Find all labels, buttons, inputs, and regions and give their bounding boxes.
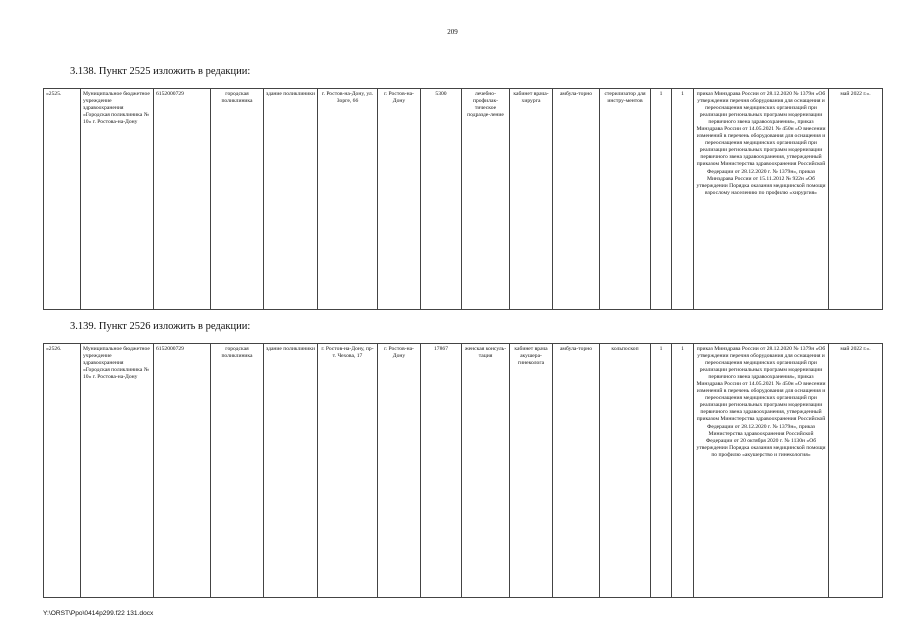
section-heading-3-139: 3.139. Пункт 2526 изложить в редакции: <box>70 321 251 332</box>
cell-quantity-2: 1 <box>672 89 694 310</box>
page-number: 209 <box>447 28 458 36</box>
cell-care-form: амбула-торно <box>553 344 600 598</box>
cell-unit: городская поликлиника <box>211 89 264 310</box>
cell-quantity-1: 1 <box>651 89 672 310</box>
cell-care-form: амбула-торно <box>553 89 600 310</box>
cell-date: май 2022 г.». <box>829 344 883 598</box>
cell-room: кабинет врача-хирурга <box>510 89 553 310</box>
amendment-table-2526 <box>43 343 883 598</box>
cell-building: здание поликлиники <box>264 344 318 598</box>
table-row <box>44 344 883 598</box>
cell-legal-basis: приказ Минздрава России от 28.12.2020 № 1379н «Об утверждении перечня оборудования для оснащения и переоснащения медицинских организаций при реализации региональных программ модернизации первичного звена здравоохранения», приказ Минздрава России от 14.05.2021 № 450н «О внесении изменений в перечень оборудования для оснащения и переоснащения медицинских организаций при реализации региональных программ модернизации первичного звена здравоохранения, утвержденный приказом Министерства здравоохранения Российской Федерации от 28.12.2020 г. № 1379н», приказ Министерства здравоохранения Российской Федерации от 20 октября 2020 г. № 1130н «Об утверждении Порядка оказания медицинской помощи по профилю «акушерство и гинекология» <box>694 344 829 598</box>
cell-number: «2526. <box>44 344 81 598</box>
file-path-footer: Y:\ORST\Ppo\0414p299.f22 131.docx <box>43 610 154 617</box>
cell-code: 17867 <box>421 344 462 598</box>
cell-department: женская консуль-тация <box>462 344 510 598</box>
cell-inn: 6152000729 <box>154 89 211 310</box>
cell-date: май 2022 г.». <box>829 89 883 310</box>
cell-city: г. Ростов-на-Дону <box>378 344 421 598</box>
cell-city: г. Ростов-на-Дону <box>378 89 421 310</box>
cell-quantity-2: 1 <box>672 344 694 598</box>
cell-organization: Муниципальное бюджетное учреждение здравоохранения «Городская поликлиника № 10» г. Ростова-на-Дону <box>81 89 154 310</box>
cell-organization: Муниципальное бюджетное учреждение здравоохранения «Городская поликлиника № 10» г. Ростова-на-Дону <box>81 344 154 598</box>
cell-equipment: стерилизатор для инстру-ментов <box>600 89 651 310</box>
cell-address: г. Ростов-на-Дону, пр-т. Чехова, 17 <box>318 344 378 598</box>
cell-number: «2525. <box>44 89 81 310</box>
table-row <box>44 89 883 310</box>
cell-inn: 6152000729 <box>154 344 211 598</box>
section-heading-3-138: 3.138. Пункт 2525 изложить в редакции: <box>70 66 251 77</box>
cell-code: 5300 <box>421 89 462 310</box>
amendment-table-2525 <box>43 88 883 310</box>
cell-address: г. Ростов-на-Дону, ул. Зорге, 66 <box>318 89 378 310</box>
cell-building: здание поликлиники <box>264 89 318 310</box>
cell-quantity-1: 1 <box>651 344 672 598</box>
cell-legal-basis: приказ Минздрава России от 28.12.2020 № 1379н «Об утверждении перечня оборудования для оснащения и переоснащения медицинских организаций при реализации региональных программ модернизации первичного звена здравоохранения», приказ Минздрава России от 14.05.2021 № 450н «О внесении изменений в перечень оборудования для оснащения и переоснащения медицинских организаций при реализации региональных программ модернизации первичного звена здравоохранения, утвержденный приказом Министерства здравоохранения Российской Федерации от 28.12.2020 г. № 1379н», приказ Минздрава России от 15.11.2012 № 922н «Об утверждении Порядка оказания медицинской помощи взрослому населению по профилю «хирургия» <box>694 89 829 310</box>
cell-department: лечебно-профилак-тическое подразде-ление <box>462 89 510 310</box>
cell-equipment: кольпоскоп <box>600 344 651 598</box>
cell-room: кабинет врача акушера-гинеколога <box>510 344 553 598</box>
cell-unit: городская поликлиника <box>211 344 264 598</box>
